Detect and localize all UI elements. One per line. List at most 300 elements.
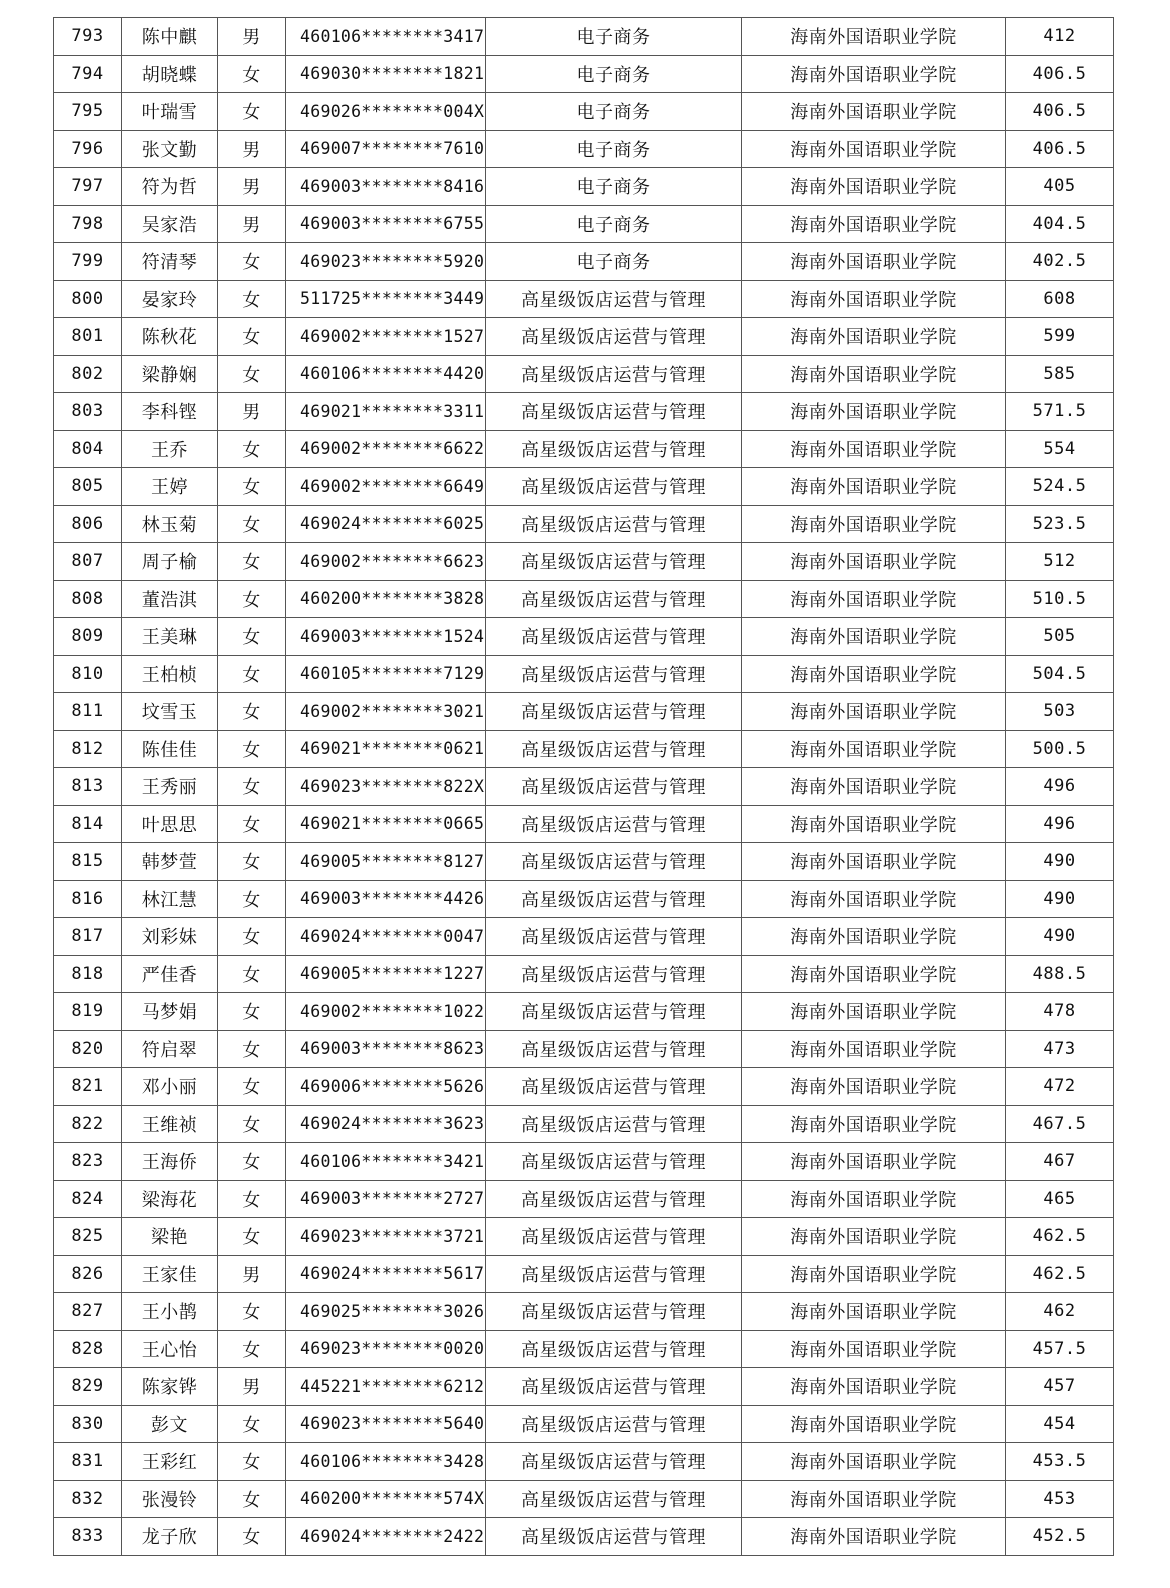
- school-cell: 海南外国语职业学院: [742, 543, 1006, 581]
- id-number-cell: 469003********8623: [286, 1030, 486, 1068]
- score-cell: 452.5: [1006, 1518, 1114, 1556]
- id-number-cell: 469006********5626: [286, 1068, 486, 1106]
- id-number-cell: 460106********3428: [286, 1443, 486, 1481]
- serial-number-cell: 793: [54, 18, 122, 56]
- student-name-cell: 王婷: [122, 468, 218, 506]
- table-row: [54, 1255, 1114, 1293]
- table-row: [54, 1480, 1114, 1518]
- school-cell: 海南外国语职业学院: [742, 880, 1006, 918]
- table-row: [54, 1180, 1114, 1218]
- score-cell: 524.5: [1006, 468, 1114, 506]
- student-name-cell: 王海侨: [122, 1143, 218, 1181]
- student-name-cell: 王乔: [122, 430, 218, 468]
- score-cell: 462.5: [1006, 1255, 1114, 1293]
- student-name-cell: 李科铿: [122, 393, 218, 431]
- major-cell: 电子商务: [486, 93, 742, 131]
- school-cell: 海南外国语职业学院: [742, 93, 1006, 131]
- score-cell: 503: [1006, 693, 1114, 731]
- school-cell: 海南外国语职业学院: [742, 168, 1006, 206]
- serial-number-cell: 809: [54, 618, 122, 656]
- student-name-cell: 陈佳佳: [122, 730, 218, 768]
- gender-cell: 女: [218, 730, 286, 768]
- table-row: [54, 130, 1114, 168]
- id-number-cell: 469025********3026: [286, 1293, 486, 1331]
- school-cell: 海南外国语职业学院: [742, 618, 1006, 656]
- student-name-cell: 陈秋花: [122, 318, 218, 356]
- gender-cell: 男: [218, 1368, 286, 1406]
- table-row: [54, 93, 1114, 131]
- serial-number-cell: 815: [54, 843, 122, 881]
- student-name-cell: 彭文: [122, 1405, 218, 1443]
- student-name-cell: 林江慧: [122, 880, 218, 918]
- major-cell: 电子商务: [486, 55, 742, 93]
- table-row: [54, 993, 1114, 1031]
- id-number-cell: 469003********8416: [286, 168, 486, 206]
- score-cell: 608: [1006, 280, 1114, 318]
- score-cell: 457: [1006, 1368, 1114, 1406]
- school-cell: 海南外国语职业学院: [742, 655, 1006, 693]
- id-number-cell: 469002********6649: [286, 468, 486, 506]
- serial-number-cell: 806: [54, 505, 122, 543]
- table-row: [54, 768, 1114, 806]
- major-cell: 电子商务: [486, 243, 742, 281]
- serial-number-cell: 832: [54, 1480, 122, 1518]
- serial-number-cell: 803: [54, 393, 122, 431]
- score-cell: 406.5: [1006, 130, 1114, 168]
- table-row: [54, 955, 1114, 993]
- id-number-cell: 469021********0665: [286, 805, 486, 843]
- score-cell: 599: [1006, 318, 1114, 356]
- gender-cell: 女: [218, 1293, 286, 1331]
- major-cell: 电子商务: [486, 168, 742, 206]
- major-cell: 高星级饭店运营与管理: [486, 468, 742, 506]
- student-name-cell: 王维祯: [122, 1105, 218, 1143]
- score-cell: 462.5: [1006, 1218, 1114, 1256]
- serial-number-cell: 830: [54, 1405, 122, 1443]
- score-cell: 406.5: [1006, 55, 1114, 93]
- score-cell: 505: [1006, 618, 1114, 656]
- serial-number-cell: 804: [54, 430, 122, 468]
- serial-number-cell: 799: [54, 243, 122, 281]
- student-name-cell: 张漫铃: [122, 1480, 218, 1518]
- score-cell: 406.5: [1006, 93, 1114, 131]
- gender-cell: 女: [218, 655, 286, 693]
- student-name-cell: 陈中麒: [122, 18, 218, 56]
- table-row: [54, 1293, 1114, 1331]
- score-cell: 488.5: [1006, 955, 1114, 993]
- major-cell: 高星级饭店运营与管理: [486, 1180, 742, 1218]
- table-row: [54, 655, 1114, 693]
- serial-number-cell: 805: [54, 468, 122, 506]
- id-number-cell: 469002********1527: [286, 318, 486, 356]
- table-row: [54, 1368, 1114, 1406]
- table-row: [54, 880, 1114, 918]
- student-name-cell: 王小鹊: [122, 1293, 218, 1331]
- id-number-cell: 460105********7129: [286, 655, 486, 693]
- gender-cell: 女: [218, 1105, 286, 1143]
- school-cell: 海南外国语职业学院: [742, 243, 1006, 281]
- gender-cell: 男: [218, 18, 286, 56]
- gender-cell: 男: [218, 168, 286, 206]
- school-cell: 海南外国语职业学院: [742, 918, 1006, 956]
- student-name-cell: 王彩红: [122, 1443, 218, 1481]
- table-row: [54, 580, 1114, 618]
- gender-cell: 女: [218, 993, 286, 1031]
- serial-number-cell: 818: [54, 955, 122, 993]
- gender-cell: 女: [218, 1143, 286, 1181]
- gender-cell: 女: [218, 1180, 286, 1218]
- student-name-cell: 符为哲: [122, 168, 218, 206]
- id-number-cell: 460200********574X: [286, 1480, 486, 1518]
- serial-number-cell: 831: [54, 1443, 122, 1481]
- school-cell: 海南外国语职业学院: [742, 1443, 1006, 1481]
- student-name-cell: 周子榆: [122, 543, 218, 581]
- student-name-cell: 王心怡: [122, 1330, 218, 1368]
- id-number-cell: 511725********3449: [286, 280, 486, 318]
- gender-cell: 女: [218, 843, 286, 881]
- score-cell: 402.5: [1006, 243, 1114, 281]
- score-cell: 467: [1006, 1143, 1114, 1181]
- gender-cell: 男: [218, 130, 286, 168]
- student-name-cell: 梁艳: [122, 1218, 218, 1256]
- major-cell: 高星级饭店运营与管理: [486, 730, 742, 768]
- gender-cell: 男: [218, 393, 286, 431]
- gender-cell: 女: [218, 468, 286, 506]
- gender-cell: 女: [218, 880, 286, 918]
- serial-number-cell: 798: [54, 205, 122, 243]
- gender-cell: 女: [218, 1330, 286, 1368]
- serial-number-cell: 825: [54, 1218, 122, 1256]
- major-cell: 高星级饭店运营与管理: [486, 1143, 742, 1181]
- major-cell: 高星级饭店运营与管理: [486, 1255, 742, 1293]
- major-cell: 高星级饭店运营与管理: [486, 918, 742, 956]
- serial-number-cell: 808: [54, 580, 122, 618]
- serial-number-cell: 819: [54, 993, 122, 1031]
- student-name-cell: 晏家玲: [122, 280, 218, 318]
- id-number-cell: 469023********0020: [286, 1330, 486, 1368]
- student-name-cell: 叶思思: [122, 805, 218, 843]
- serial-number-cell: 824: [54, 1180, 122, 1218]
- score-cell: 500.5: [1006, 730, 1114, 768]
- serial-number-cell: 823: [54, 1143, 122, 1181]
- school-cell: 海南外国语职业学院: [742, 768, 1006, 806]
- major-cell: 高星级饭店运营与管理: [486, 1068, 742, 1106]
- student-name-cell: 吴家浩: [122, 205, 218, 243]
- gender-cell: 女: [218, 355, 286, 393]
- major-cell: 高星级饭店运营与管理: [486, 1443, 742, 1481]
- gender-cell: 女: [218, 768, 286, 806]
- table-row: [54, 843, 1114, 881]
- school-cell: 海南外国语职业学院: [742, 693, 1006, 731]
- score-cell: 462: [1006, 1293, 1114, 1331]
- table-row: [54, 1105, 1114, 1143]
- table-row: [54, 1030, 1114, 1068]
- table-row: [54, 693, 1114, 731]
- serial-number-cell: 828: [54, 1330, 122, 1368]
- serial-number-cell: 826: [54, 1255, 122, 1293]
- major-cell: 电子商务: [486, 130, 742, 168]
- gender-cell: 女: [218, 318, 286, 356]
- major-cell: 高星级饭店运营与管理: [486, 618, 742, 656]
- id-number-cell: 469002********1022: [286, 993, 486, 1031]
- serial-number-cell: 833: [54, 1518, 122, 1556]
- score-cell: 490: [1006, 843, 1114, 881]
- id-number-cell: 469005********8127: [286, 843, 486, 881]
- gender-cell: 女: [218, 1480, 286, 1518]
- table-row: [54, 430, 1114, 468]
- student-name-cell: 林玉菊: [122, 505, 218, 543]
- student-name-cell: 陈家铧: [122, 1368, 218, 1406]
- gender-cell: 男: [218, 205, 286, 243]
- major-cell: 高星级饭店运营与管理: [486, 1293, 742, 1331]
- school-cell: 海南外国语职业学院: [742, 355, 1006, 393]
- major-cell: 高星级饭店运营与管理: [486, 768, 742, 806]
- id-number-cell: 460106********4420: [286, 355, 486, 393]
- student-name-cell: 坟雪玉: [122, 693, 218, 731]
- serial-number-cell: 812: [54, 730, 122, 768]
- school-cell: 海南外国语职业学院: [742, 993, 1006, 1031]
- gender-cell: 女: [218, 955, 286, 993]
- student-name-cell: 张文勤: [122, 130, 218, 168]
- major-cell: 高星级饭店运营与管理: [486, 880, 742, 918]
- serial-number-cell: 814: [54, 805, 122, 843]
- id-number-cell: 469003********4426: [286, 880, 486, 918]
- score-cell: 585: [1006, 355, 1114, 393]
- serial-number-cell: 800: [54, 280, 122, 318]
- school-cell: 海南外国语职业学院: [742, 1368, 1006, 1406]
- gender-cell: 男: [218, 1255, 286, 1293]
- table-row: [54, 393, 1114, 431]
- major-cell: 高星级饭店运营与管理: [486, 1368, 742, 1406]
- gender-cell: 女: [218, 93, 286, 131]
- table-row: [54, 280, 1114, 318]
- school-cell: 海南外国语职业学院: [742, 1030, 1006, 1068]
- school-cell: 海南外国语职业学院: [742, 1293, 1006, 1331]
- gender-cell: 女: [218, 280, 286, 318]
- id-number-cell: 469007********7610: [286, 130, 486, 168]
- school-cell: 海南外国语职业学院: [742, 1405, 1006, 1443]
- score-cell: 467.5: [1006, 1105, 1114, 1143]
- school-cell: 海南外国语职业学院: [742, 393, 1006, 431]
- table-row: [54, 1068, 1114, 1106]
- major-cell: 高星级饭店运营与管理: [486, 543, 742, 581]
- student-name-cell: 梁静娴: [122, 355, 218, 393]
- table-row: [54, 918, 1114, 956]
- major-cell: 高星级饭店运营与管理: [486, 1218, 742, 1256]
- major-cell: 高星级饭店运营与管理: [486, 843, 742, 881]
- gender-cell: 女: [218, 1518, 286, 1556]
- score-cell: 554: [1006, 430, 1114, 468]
- id-number-cell: 460106********3417: [286, 18, 486, 56]
- gender-cell: 女: [218, 1068, 286, 1106]
- serial-number-cell: 794: [54, 55, 122, 93]
- table-row: [54, 1330, 1114, 1368]
- serial-number-cell: 817: [54, 918, 122, 956]
- score-cell: 405: [1006, 168, 1114, 206]
- serial-number-cell: 821: [54, 1068, 122, 1106]
- student-name-cell: 王秀丽: [122, 768, 218, 806]
- gender-cell: 女: [218, 1405, 286, 1443]
- score-cell: 453.5: [1006, 1443, 1114, 1481]
- serial-number-cell: 801: [54, 318, 122, 356]
- table-row: [54, 55, 1114, 93]
- serial-number-cell: 807: [54, 543, 122, 581]
- gender-cell: 女: [218, 55, 286, 93]
- student-name-cell: 符清琴: [122, 243, 218, 281]
- score-cell: 504.5: [1006, 655, 1114, 693]
- gender-cell: 女: [218, 618, 286, 656]
- major-cell: 高星级饭店运营与管理: [486, 1480, 742, 1518]
- table-row: [54, 168, 1114, 206]
- gender-cell: 女: [218, 505, 286, 543]
- score-cell: 478: [1006, 993, 1114, 1031]
- major-cell: 高星级饭店运营与管理: [486, 993, 742, 1031]
- id-number-cell: 460200********3828: [286, 580, 486, 618]
- major-cell: 电子商务: [486, 205, 742, 243]
- student-name-cell: 符启翠: [122, 1030, 218, 1068]
- major-cell: 电子商务: [486, 18, 742, 56]
- school-cell: 海南外国语职业学院: [742, 55, 1006, 93]
- id-number-cell: 469023********3721: [286, 1218, 486, 1256]
- school-cell: 海南外国语职业学院: [742, 205, 1006, 243]
- serial-number-cell: 816: [54, 880, 122, 918]
- student-name-cell: 王美琳: [122, 618, 218, 656]
- id-number-cell: 469005********1227: [286, 955, 486, 993]
- id-number-cell: 469024********2422: [286, 1518, 486, 1556]
- student-name-cell: 严佳香: [122, 955, 218, 993]
- score-cell: 490: [1006, 880, 1114, 918]
- student-name-cell: 胡晓蝶: [122, 55, 218, 93]
- id-number-cell: 469003********1524: [286, 618, 486, 656]
- gender-cell: 女: [218, 693, 286, 731]
- table-row: [54, 618, 1114, 656]
- gender-cell: 女: [218, 1443, 286, 1481]
- id-number-cell: 469002********6622: [286, 430, 486, 468]
- score-cell: 496: [1006, 768, 1114, 806]
- student-name-cell: 董浩淇: [122, 580, 218, 618]
- school-cell: 海南外国语职业学院: [742, 280, 1006, 318]
- score-cell: 523.5: [1006, 505, 1114, 543]
- major-cell: 高星级饭店运营与管理: [486, 355, 742, 393]
- table-row: [54, 355, 1114, 393]
- school-cell: 海南外国语职业学院: [742, 1255, 1006, 1293]
- table-row: [54, 1518, 1114, 1556]
- gender-cell: 女: [218, 805, 286, 843]
- score-cell: 465: [1006, 1180, 1114, 1218]
- major-cell: 高星级饭店运营与管理: [486, 1105, 742, 1143]
- id-number-cell: 469003********6755: [286, 205, 486, 243]
- major-cell: 高星级饭店运营与管理: [486, 693, 742, 731]
- table-row: [54, 243, 1114, 281]
- table-row: [54, 468, 1114, 506]
- serial-number-cell: 813: [54, 768, 122, 806]
- admission-list-table: [53, 17, 1114, 1556]
- serial-number-cell: 796: [54, 130, 122, 168]
- id-number-cell: 445221********6212: [286, 1368, 486, 1406]
- table-body: [54, 18, 1114, 1556]
- school-cell: 海南外国语职业学院: [742, 730, 1006, 768]
- id-number-cell: 469024********0047: [286, 918, 486, 956]
- table-row: [54, 543, 1114, 581]
- major-cell: 高星级饭店运营与管理: [486, 318, 742, 356]
- gender-cell: 女: [218, 543, 286, 581]
- student-name-cell: 龙子欣: [122, 1518, 218, 1556]
- gender-cell: 女: [218, 580, 286, 618]
- serial-number-cell: 797: [54, 168, 122, 206]
- serial-number-cell: 822: [54, 1105, 122, 1143]
- serial-number-cell: 820: [54, 1030, 122, 1068]
- serial-number-cell: 827: [54, 1293, 122, 1331]
- student-name-cell: 王柏桢: [122, 655, 218, 693]
- major-cell: 高星级饭店运营与管理: [486, 280, 742, 318]
- major-cell: 高星级饭店运营与管理: [486, 430, 742, 468]
- serial-number-cell: 810: [54, 655, 122, 693]
- school-cell: 海南外国语职业学院: [742, 18, 1006, 56]
- id-number-cell: 469021********3311: [286, 393, 486, 431]
- gender-cell: 女: [218, 243, 286, 281]
- school-cell: 海南外国语职业学院: [742, 580, 1006, 618]
- school-cell: 海南外国语职业学院: [742, 318, 1006, 356]
- student-name-cell: 邓小丽: [122, 1068, 218, 1106]
- gender-cell: 女: [218, 1030, 286, 1068]
- score-cell: 473: [1006, 1030, 1114, 1068]
- id-number-cell: 469002********3021: [286, 693, 486, 731]
- school-cell: 海南外国语职业学院: [742, 430, 1006, 468]
- gender-cell: 女: [218, 430, 286, 468]
- student-name-cell: 王家佳: [122, 1255, 218, 1293]
- major-cell: 高星级饭店运营与管理: [486, 655, 742, 693]
- major-cell: 高星级饭店运营与管理: [486, 1518, 742, 1556]
- id-number-cell: 469023********5640: [286, 1405, 486, 1443]
- id-number-cell: 469026********004X: [286, 93, 486, 131]
- score-cell: 510.5: [1006, 580, 1114, 618]
- school-cell: 海南外国语职业学院: [742, 1518, 1006, 1556]
- table-row: [54, 805, 1114, 843]
- score-cell: 454: [1006, 1405, 1114, 1443]
- major-cell: 高星级饭店运营与管理: [486, 505, 742, 543]
- score-cell: 457.5: [1006, 1330, 1114, 1368]
- school-cell: 海南外国语职业学院: [742, 505, 1006, 543]
- id-number-cell: 469024********5617: [286, 1255, 486, 1293]
- serial-number-cell: 811: [54, 693, 122, 731]
- id-number-cell: 469002********6623: [286, 543, 486, 581]
- student-name-cell: 刘彩妹: [122, 918, 218, 956]
- school-cell: 海南外国语职业学院: [742, 130, 1006, 168]
- school-cell: 海南外国语职业学院: [742, 1143, 1006, 1181]
- school-cell: 海南外国语职业学院: [742, 1218, 1006, 1256]
- score-cell: 512: [1006, 543, 1114, 581]
- major-cell: 高星级饭店运营与管理: [486, 580, 742, 618]
- major-cell: 高星级饭店运营与管理: [486, 393, 742, 431]
- major-cell: 高星级饭店运营与管理: [486, 1030, 742, 1068]
- gender-cell: 女: [218, 1218, 286, 1256]
- id-number-cell: 469024********6025: [286, 505, 486, 543]
- school-cell: 海南外国语职业学院: [742, 1480, 1006, 1518]
- id-number-cell: 460106********3421: [286, 1143, 486, 1181]
- table-row: [54, 1218, 1114, 1256]
- school-cell: 海南外国语职业学院: [742, 1105, 1006, 1143]
- score-cell: 412: [1006, 18, 1114, 56]
- school-cell: 海南外国语职业学院: [742, 1330, 1006, 1368]
- score-cell: 472: [1006, 1068, 1114, 1106]
- school-cell: 海南外国语职业学院: [742, 843, 1006, 881]
- table-row: [54, 205, 1114, 243]
- gender-cell: 女: [218, 918, 286, 956]
- school-cell: 海南外国语职业学院: [742, 468, 1006, 506]
- score-cell: 571.5: [1006, 393, 1114, 431]
- student-name-cell: 马梦娟: [122, 993, 218, 1031]
- score-cell: 496: [1006, 805, 1114, 843]
